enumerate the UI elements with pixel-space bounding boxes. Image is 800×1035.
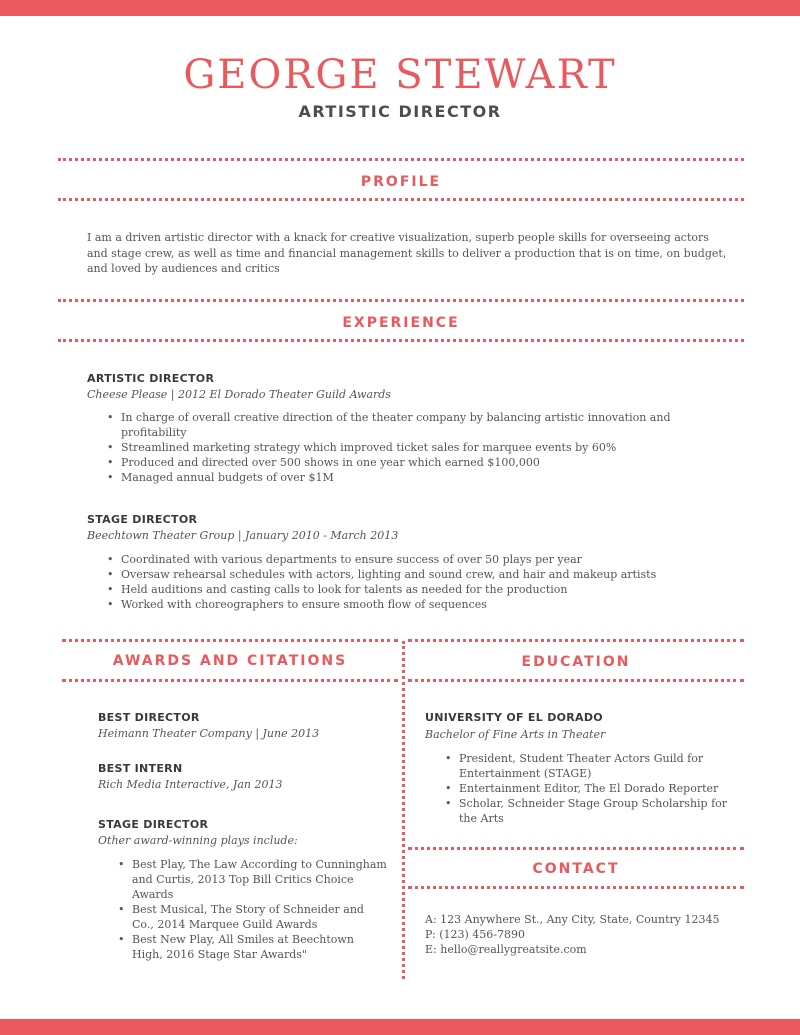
job-subtitle: Beechtown Theater Group | January 2010 - March 2013 xyxy=(87,529,399,542)
list-item: • Best New Play, All Smiles at Beechtown High, 2016 Stage Star Awards" xyxy=(118,932,388,962)
list-item: • Coordinated with various departments to ensure success of over 50 plays per year xyxy=(107,552,747,567)
award-title: BEST DIRECTOR xyxy=(98,711,200,724)
job-bullets xyxy=(107,552,747,612)
divider-dotted xyxy=(62,679,398,682)
divider-dotted xyxy=(408,679,744,682)
award-subtitle: Rich Media Interactive, Jan 2013 xyxy=(98,778,283,791)
candidate-name: GEORGE STEWART xyxy=(183,52,617,98)
contact-address: A: 123 Anywhere St., Any City, State, Country 12345 xyxy=(425,913,720,926)
divider-dotted xyxy=(408,847,744,850)
divider-dotted xyxy=(58,158,744,161)
divider-dotted xyxy=(58,339,744,342)
job-title: ARTISTIC DIRECTOR xyxy=(87,372,215,385)
award-subtitle: Other award-winning plays include: xyxy=(98,834,298,847)
top-accent-bar xyxy=(0,0,800,16)
divider-dotted xyxy=(62,639,398,642)
list-item: • Entertainment Editor, The El Dorado Reporter xyxy=(445,781,745,796)
section-title-education: EDUCATION xyxy=(521,654,631,670)
list-item: • Scholar, Schneider Stage Group Scholarship for the Arts xyxy=(445,796,745,826)
contact-email: E: hello@reallygreatsite.com xyxy=(425,943,587,956)
list-item: • Best Play, The Law According to Cunningham and Curtis, 2013 Top Bill Critics Choice Awards xyxy=(118,857,388,902)
section-title-profile: PROFILE xyxy=(360,174,442,190)
list-item: • In charge of overall creative direction of the theater company by balancing artistic innovation and profitability xyxy=(107,410,727,440)
divider-dotted xyxy=(408,639,744,642)
divider-dotted xyxy=(58,198,744,201)
column-divider xyxy=(402,641,405,979)
award-subtitle: Heimann Theater Company | June 2013 xyxy=(98,727,320,740)
list-item: • Streamlined marketing strategy which improved ticket sales for marquee events by 60% xyxy=(107,440,727,455)
list-item: • Produced and directed over 500 shows in one year which earned $100,000 xyxy=(107,455,727,470)
education-bullets xyxy=(445,751,745,826)
degree: Bachelor of Fine Arts in Theater xyxy=(425,728,606,741)
job-title: STAGE DIRECTOR xyxy=(87,513,198,526)
divider-dotted xyxy=(408,886,744,889)
award-title: BEST INTERN xyxy=(98,762,183,775)
award-bullets xyxy=(118,857,388,962)
list-item: • Managed annual budgets of over $1M xyxy=(107,470,727,485)
list-item: • Held auditions and casting calls to look for talents as needed for the production xyxy=(107,582,747,597)
section-title-awards: AWARDS AND CITATIONS xyxy=(112,653,348,669)
profile-text: I am a driven artistic director with a knack for creative visualization, superb people skills for overseeing actors and stage crew, as well as time and financial management skills to deliver a production that is on time, on budget, and loved by audiences and critics xyxy=(87,231,727,275)
list-item: • Oversaw rehearsal schedules with actors, lighting and sound crew, and hair and makeup artists xyxy=(107,567,747,582)
divider-dotted xyxy=(58,299,744,302)
list-item: • Worked with choreographers to ensure smooth flow of sequences xyxy=(107,597,747,612)
job-bullets xyxy=(107,410,727,485)
award-title: STAGE DIRECTOR xyxy=(98,818,209,831)
candidate-role: ARTISTIC DIRECTOR xyxy=(298,102,502,121)
contact-phone: P: (123) 456-7890 xyxy=(425,928,525,941)
school-name: UNIVERSITY OF EL DORADO xyxy=(425,711,603,724)
list-item: • Best Musical, The Story of Schneider and Co., 2014 Marquee Guild Awards xyxy=(118,902,388,932)
job-subtitle: Cheese Please | 2012 El Dorado Theater Guild Awards xyxy=(87,388,391,401)
bottom-accent-bar xyxy=(0,1019,800,1035)
list-item: • President, Student Theater Actors Guild for Entertainment (STAGE) xyxy=(445,751,745,781)
section-title-experience: EXPERIENCE xyxy=(342,315,460,331)
section-title-contact: CONTACT xyxy=(532,861,620,877)
